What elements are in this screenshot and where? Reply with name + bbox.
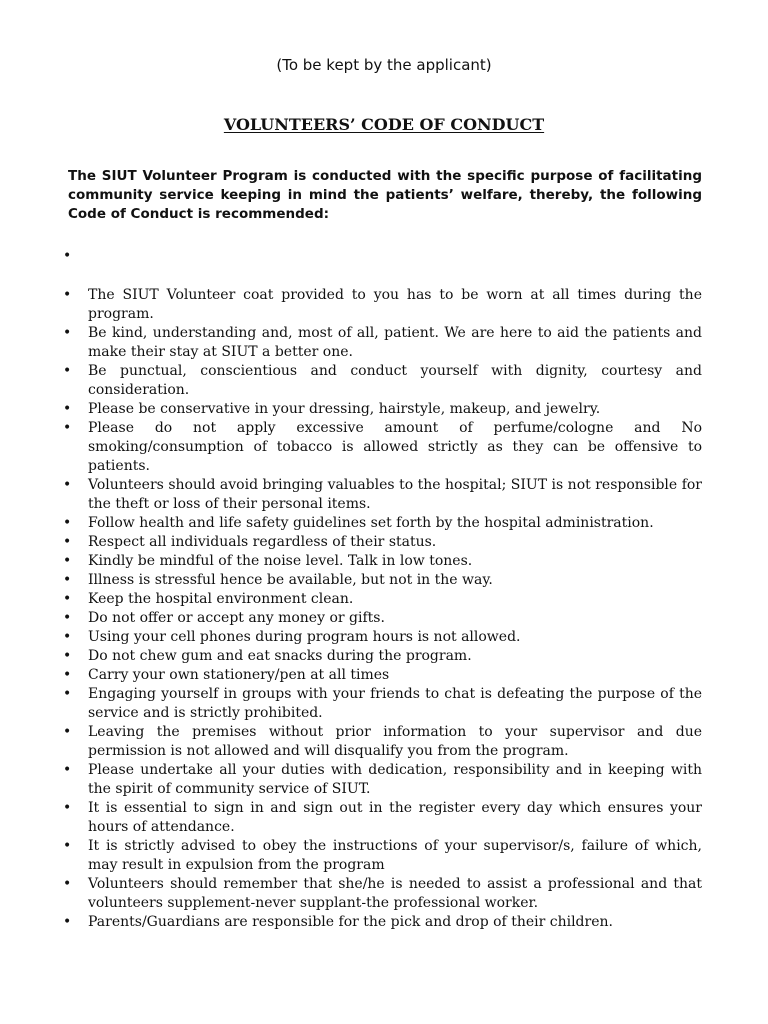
- list-item: • It is strictly advised to obey the instructions of your supervisor/s, failure of which, may result in expulsion from the program: [68, 837, 702, 875]
- list-item: • Volunteers should remember that she/he is needed to assist a professional and that volunteers supplement-never supplant-the professional worker.: [68, 875, 702, 913]
- list-item: • Engaging yourself in groups with your friends to chat is defeating the purpose of the service and is strictly prohibited.: [68, 685, 702, 723]
- list-item: • Illness is stressful hence be available, but not in the way.: [68, 571, 702, 590]
- list-item: • Please do not apply excessive amount of perfume/cologne and No smoking/consumption of tobacco is allowed strictly as they can be offensive to patients.: [68, 419, 702, 476]
- list-item: • Respect all individuals regardless of their status.: [68, 533, 702, 552]
- page-title: VOLUNTEERS’ CODE OF CONDUCT: [223, 115, 545, 134]
- list-item: • Be punctual, conscientious and conduct yourself with dignity, courtesy and consideration.: [68, 362, 702, 400]
- list-item: • Parents/Guardians are responsible for the pick and drop of their children.: [68, 913, 702, 932]
- rules-list: [68, 286, 702, 932]
- kept-note: (To be kept by the applicant): [276, 56, 492, 74]
- list-item: • Carry your own stationery/pen at all times: [68, 666, 702, 685]
- intro-paragraph: The SIUT Volunteer Program is conducted with the specific purpose of facilitating community service keeping in mind the patients’ welfare, thereby, the following Code of Conduct is recommended:: [68, 168, 702, 222]
- list-item: • Do not chew gum and eat snacks during the program.: [68, 647, 702, 666]
- list-item: • Using your cell phones during program hours is not allowed.: [68, 628, 702, 647]
- list-item: • Do not offer or accept any money or gifts.: [68, 609, 702, 628]
- list-item: • Please undertake all your duties with dedication, responsibility and in keeping with the spirit of community service of SIUT.: [68, 761, 702, 799]
- list-item: • Kindly be mindful of the noise level. Talk in low tones.: [68, 552, 702, 571]
- list-item: • Volunteers should avoid bringing valuables to the hospital; SIUT is not responsible for the theft or loss of their personal items.: [68, 476, 702, 514]
- empty-bullet-icon: •: [63, 248, 72, 264]
- list-item: • Keep the hospital environment clean.: [68, 590, 702, 609]
- list-item: • The SIUT Volunteer coat provided to you has to be worn at all times during the program.: [68, 286, 702, 324]
- list-item: • Leaving the premises without prior information to your supervisor and due permission is not allowed and will disqualify you from the program.: [68, 723, 702, 761]
- list-item: • It is essential to sign in and sign out in the register every day which ensures your hours of attendance.: [68, 799, 702, 837]
- list-item: • Follow health and life safety guidelines set forth by the hospital administration.: [68, 514, 702, 533]
- list-item: • Please be conservative in your dressing, hairstyle, makeup, and jewelry.: [68, 400, 702, 419]
- list-item: • Be kind, understanding and, most of all, patient. We are here to aid the patients and make their stay at SIUT a better one.: [68, 324, 702, 362]
